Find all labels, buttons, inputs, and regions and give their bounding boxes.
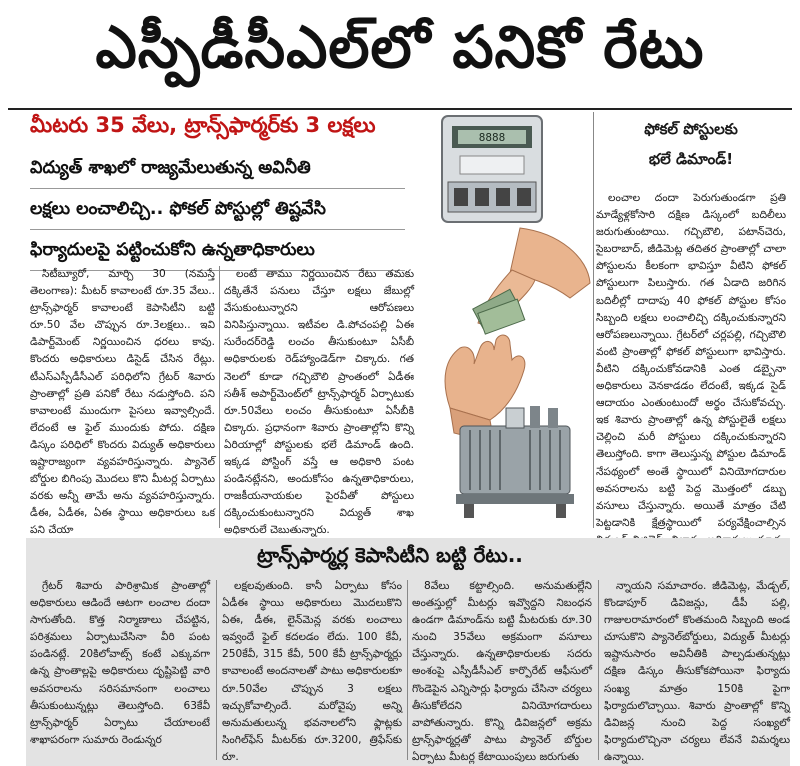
electric-meter-image [442, 116, 542, 222]
hand-with-money-image [473, 228, 590, 334]
sidebar-column-1 [30, 578, 210, 766]
column-divider [407, 580, 408, 760]
headline: ఎస్పీడీసీఎల్‌లో పనికో రేటు [95, 12, 705, 81]
sidebar-title-text: ట్రాన్స్‌ఫార్మర్ల కెపాసిటీని బట్టి రేటు.. [257, 542, 523, 567]
deck-line-3: ఫిర్యాదులపై పట్టించుకోని ఉన్నతాధికారులు [30, 230, 405, 271]
sidebar-title [220, 541, 560, 573]
deck-line-1: విద్యుత్ శాఖలో రాజ్యమేలుతున్న అవినీతి [30, 148, 405, 189]
deck-line-2: లక్షలు లంచాలిచ్చి.. ఫోకల్ పోస్టుల్లో తిష్టవేసి [30, 189, 405, 230]
headline-rule [8, 108, 792, 110]
column-1-text: సిటీబ్యూరో, మార్చి 30 (నమస్తే తెలంగాణ): మీటర్ కావాలంటే రూ.35 వేలు.. ట్రాన్స్‌ఫార్మర్ కావాలంటే కెపాసిటీని బట్టి రూ.50 వేల చొప్పున రూ.3లక్షలు.. ఇవి డిపార్ట్‌మెంట్ నిర్ణయించిన ధరలు కావు. కొందరు అధికారులు డిసైడ్ చేసిన రేట్లు. టీఎస్‌ఎస్పీడీసీఎల్ పరిధిలోని గ్రేటర్ శివారు ప్రాంతాల్లో ప్రతి పనికో రేటు నడుస్తోంది. పని కావాలంటే ముందుగా పైసలు ఇవ్వాల్సిందే. లేదంటే ఆ ఫైల్ ముందుకు పోదు. దక్షిణ డిస్కం పరిధిలో కొందరు విద్యుత్ అధికారులు ఇష్టారాజ్యంగా వ్యవహరిస్తున్నారు. ప్యానెల్ బోర్డుల బిగింపు మొదలు కొని మీటర్ల ఏర్పాటు వరకు అన్నీ తామే అను వ్యవహరిస్తున్నారు. డీఈ, ఏడీఈ, ఏఈ స్థాయి అధికారులు ఒక పని చేయా [30, 268, 215, 537]
focal-posts-heading [596, 114, 786, 174]
sidebar-column-2 [222, 578, 402, 766]
meter-display: 8888 [478, 131, 506, 144]
focal-heading-line-2: భలే డిమాండ్! [648, 150, 734, 168]
column-divider [216, 580, 217, 760]
column-3-text: లంచాల దందా పెరుగుతుండగా ప్రతి మాడ్యేళ్లకోసారి దక్షిణ డిస్కంలో బదిలీలు జరుగుతుంటాయి. గచ్చిబౌలి, పటాన్‌చెరు, సైబరాబాద్, జీడిమెట్ల తదితర ప్రాంతాల్లో చాలా పోస్టులను కీలకంగా భావిస్తూ వీటిని ఫోకల్ పోస్టులుగా పిలుస్తారు. గత ఏడాది జరిగిన బదిలీల్లో దాదాపు 40 ఫోకల్ పోస్టుల కోసం సిబ్బంది లక్షలు లంచాలిచ్చి దక్కించుకున్నారని ఆరోపణలున్నాయి. గ్రేటర్‌లో చర్లపల్లి, గచ్చిబౌలి వంటి ప్రాంతాల్లో ఫోకల్ పోస్టులుగా భావిస్తారు. వీటిని దక్కించుకోవడానికి ఎంత డబ్బైనా అధికారులు వెనకాడడం లేదంటే, ఇక్కడ సైడ్ ఆదాయం ఎంతుంటుందో అర్థం చేసుకోవచ్చు. ఇక శివారు ప్రాంతాల్లో ఉన్న పోస్టులైతే లక్షలు చెల్లించి మరీ పోస్టులు దక్కించుకున్నారని తెలుస్తోంది. కాగా తెలుస్తున్న పోస్టుల డిమాండ్ నేపథ్యంలో అంతే స్థాయిలో వినియోగదారుల అవసరాలను బట్టి పెద్ద మొత్తంలో డబ్బు వసూలు చేస్తున్నారు. అయితే మాత్రం చేటి పెట్టడానికి క్షేత్రస్థాయిలో పర్యవేక్షించాల్సిన [596, 192, 786, 529]
sidebar-column-3-text: 8వేలు కట్టాల్సింది. అనుమతుల్లేని అంతస్తుల్లో మీటర్లు ఇవ్వొద్దని నిబంధన ఉండగా డిమాండ్‌ను బట్టి మీటరుకు రూ.30 నుంచి 35వేలు అక్రమంగా వసూలు చేస్తున్నారు. ఉన్నతాధికారులకు సదరు అంశంపై ఎస్పీడీసీఎల్ కార్పొరేట్ ఆఫీసులో గొండెపైన ఎన్నిసార్లు ఫిర్యాదు చేసినా చర్యలు తీసుకోలేదని వినియోగదారులు వాపోతున్నారు. కొన్ని డివిజన్లలో అక్రమ ట్రాన్స్‌ఫార్మర్లతో పాటు ప్యానెల్ బోర్డుల ఏర్పాటు మీటర్ల కేటాయింపులు జరుగుతు [412, 580, 592, 763]
column-divider [598, 580, 599, 760]
column-divider [219, 266, 220, 528]
sidebar-column-4 [604, 578, 790, 766]
article-column-1 [30, 266, 215, 537]
sidebar-column-3 [412, 578, 592, 766]
column-divider [593, 112, 594, 528]
article-column-3 [596, 190, 786, 529]
deck [30, 148, 405, 271]
photo-meter-bribe-transformer [420, 108, 592, 528]
article-column-2 [224, 266, 414, 537]
column-2-text: లంటే తాము నిర్ణయించిన రేటు తమకు దక్కితేనే పనులు చేస్తూ లక్షలు జేబుల్లో వేసుకుంటున్నారని ఆరోపణలు వినిపిస్తున్నాయి. ఇటీవల డి.పోచంపల్లి ఏఈ సురేందర్‌రెడ్డి లంచం తీసుకుంటూ ఏసీబీ అధికారులకు రెడ్‌హ్యాండెడ్‌గా చిక్కారు. గత నెలలో కూడా గచ్చిబౌలి ప్రాంతంలో ఏడీఈ సతీశ్ అపార్ట్‌మెంట్‌లో ట్రాన్స్‌ఫార్మర్ ఏర్పాటుకు రూ.50వేలు లంచం తీసుకుంటూ ఏసీబీకి చిక్కారు. ప్రధానంగా శివారు ప్రాంతాల్లోని కొన్ని ఏరియాల్లో పోస్టులకు భలే డిమాండ్ ఉంది. ఇక్కడ పోస్టింగ్ వస్తే ఆ అధికారి పంట పండినట్లేనని, అందుకోసం ఉన్నతాధికారులు, రాజకీయనాయకుల పైరవీతో పోస్టులు దక్కించుకుంటున్నారని విద్యుత్ శాఖ అధికారులే చెబుతున్నారు. [224, 268, 414, 537]
sidebar-column-1-text: గ్రేటర్ శివారు పారిశ్రామిక ప్రాంతాల్లో అధికారులు ఆడిందే ఆటగా లంచాల దందా సాగుతోంది. కొత్త నిర్మాణాలు చేపట్టిన, పరిశ్రమలు ఏర్పాటుచేసినా వీరి పంట పండినట్లే. 20కిలోవాట్స్ కంటే ఎక్కువగా ఉన్న ప్రాంతాల్లపై అధికారులు దృష్టిపెట్టి వారి అవసరాలను సరిసమానంగా లంచాలు తీసుకుంటున్నట్లు తెలుస్తోంది. 63కేవీ ట్రాన్స్‌ఫార్మర్ ఏర్పాటు చేయాలంటే శాఖాపరంగా సుమారు రెండున్నర [30, 580, 210, 746]
subheadline: మీటరు 35 వేలు, ట్రాన్స్‌ఫార్మర్‌కు 3 లక్షలు [30, 113, 376, 137]
sidebar-column-2-text: లక్షలవుతుంది. కానీ ఏర్పాటు కోసం ఏడీఈ స్థాయి అధికారులు మొదలుకొని ఏఈ, డీఈ, లైన్‌మెన్ల వరకు లంచాలు ఇవ్వందే ఫైల్ కదలడం లేదు. 100 కేవీ, 250కేవీ, 315 కేవీ, 500 కేవీ ట్రాన్స్‌ఫార్మర్లు కావాలంటే అందనాలతో పాటు అధికారులకూ రూ.50వేల చొప్పున 3 లక్షలు ఇచ్చుకోవాల్సిందే. మరోవైపు అన్ని అనుమతులున్న భవనాలలోని ఫ్లాట్లకు సింగిల్‌ఫేస్ మీటర్‌కు రూ.3200, త్రిఫేస్‌కు రూ. [222, 580, 402, 763]
sidebar-column-4-text: న్నాయని సమాచారం. జీడిమెట్ల, మేడ్చల్, కొండాపూర్ డివిజన్లు, డీపీ పల్లి, గాజులరామారంలో కొంతమంది సిబ్బంది అండ చూసుకొని ప్యానెల్‌బోర్డులు, విద్యుత్ మీటర్లు ఇష్టానుసారం అవినీతికి పాల్పడుతున్నట్లు దక్షిణ డిస్కం తీసుకోకపోయినా ఫిర్యాదు సంఖ్య మాత్రం 150కి పైగా ఫిర్యాదులొచ్చాయి. శివారు ప్రాంతాల్లో కొన్ని డివిజన్ల నుంచి పెద్ద సంఖ్యలో ఫిర్యాదులొచ్చినా చర్యలు లేవనే విమర్శలు ఉన్నాయి. [604, 580, 790, 763]
focal-heading-line-1: ఫోకల్ పోస్టులకు [644, 120, 738, 138]
